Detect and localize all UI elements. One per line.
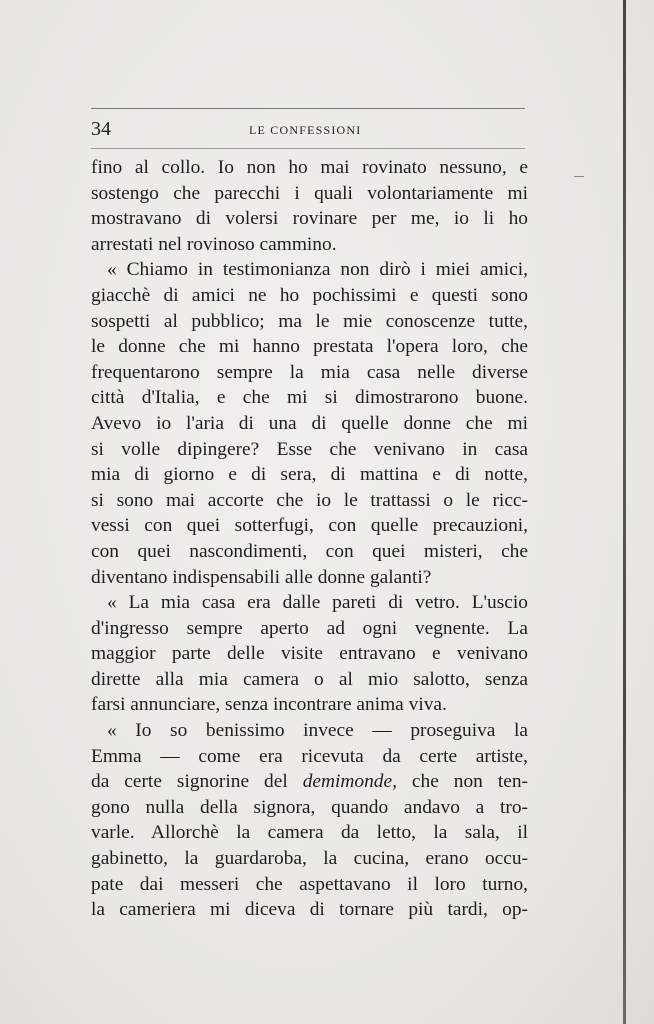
- text-line: diventano indispensabili alle donne galanti?: [91, 566, 432, 588]
- header-rule: [91, 148, 525, 149]
- page-header: [91, 108, 525, 149]
- text-line: mia di giorno e di sera, di mattina e di notte,: [91, 464, 528, 486]
- text-line: città d'Italia, e che mi si dimostrarono buone.: [91, 387, 528, 409]
- text-line: si volle dipingere? Esse che venivano in casa: [91, 438, 528, 460]
- text-line: sospetti al pubblico; ma le mie conoscenze tutte,: [91, 310, 528, 332]
- text-line: giacchè di amici ne ho pochissimi e questi sono: [91, 284, 528, 306]
- page-number: 34: [91, 118, 111, 140]
- text-line: dirette alla mia camera o al mio salotto, senza: [91, 668, 528, 690]
- page-edge-shadow: [623, 0, 626, 1024]
- text-line: Avevo io l'aria di una di quelle donne che mi: [91, 412, 528, 434]
- text-line: mostravano di volersi rovinare per me, io li ho: [91, 208, 528, 230]
- italic-term: demimonde,: [302, 771, 397, 793]
- text-segment: che non ten-: [411, 771, 528, 793]
- paragraph-start: « La mia casa era dalle pareti di vetro. L'uscio: [107, 592, 528, 614]
- text-line: le donne che mi hanno prestata l'opera loro, che: [91, 336, 528, 358]
- text-line: si sono mai accorte che io le trattassi o le ricc-: [91, 489, 528, 511]
- text-line-with-italic: [91, 769, 528, 795]
- paragraph-start: « Chiamo in testimonianza non dirò i miei amici,: [107, 259, 528, 281]
- text-line: gabinetto, la guardaroba, la cucina, erano occu-: [91, 848, 528, 870]
- text-line: d'ingresso sempre aperto ad ogni vegnente. La: [91, 617, 528, 639]
- text-line: frequentarono sempre la mia casa nelle diverse: [91, 361, 528, 383]
- running-title: LE CONFESSIONI: [249, 123, 362, 137]
- text-line: Emma — come era ricevuta da certe artiste,: [91, 745, 528, 767]
- text-line: maggior parte delle visite entravano e venivano: [91, 643, 528, 665]
- text-line: varle. Allorchè la camera da letto, la sala, il: [91, 822, 528, 844]
- text-line: farsi annunciare, senza incontrare anima viva.: [91, 694, 447, 716]
- paragraph-start: « Io so benissimo invece — proseguiva la: [107, 720, 528, 742]
- body-text: [91, 155, 528, 923]
- text-segment: da certe signorine del: [91, 771, 288, 793]
- text-line: sostengo che parecchi i quali volontariamente mi: [91, 182, 528, 204]
- text-line: con quei nascondimenti, con quei misteri, che: [91, 540, 528, 562]
- text-line: vessi con quei sotterfugi, con quelle precauzioni,: [91, 515, 528, 537]
- margin-mark: [574, 176, 584, 177]
- text-line: la cameriera mi diceva di tornare più tardi, op-: [91, 899, 528, 921]
- text-line: gono nulla della signora, quando andavo a tro-: [91, 796, 528, 818]
- text-line: fino al collo. Io non ho mai rovinato nessuno, e: [91, 157, 528, 178]
- text-line: pate dai messeri che aspettavano il loro turno,: [91, 873, 528, 895]
- text-line: arrestati nel rovinoso cammino.: [91, 233, 337, 255]
